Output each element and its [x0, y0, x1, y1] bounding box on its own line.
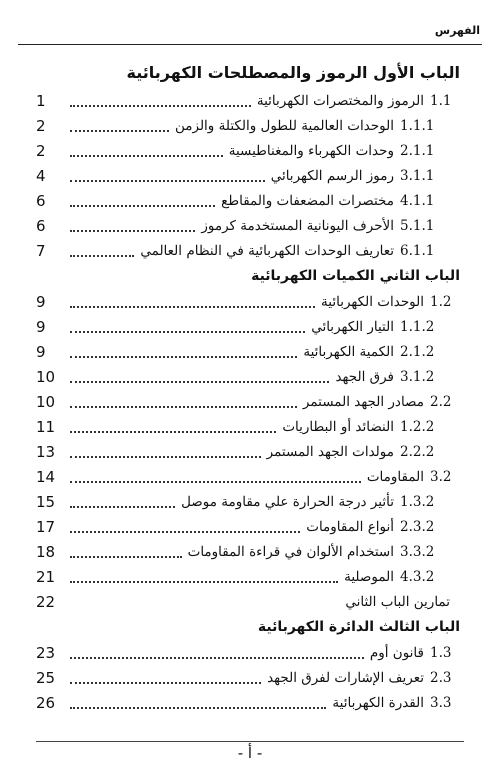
toc-entry — [36, 690, 464, 715]
dot-leader — [70, 155, 223, 157]
section-title: تعريف الإشارات لفرق الجهد — [267, 669, 424, 686]
page-reference: 6 — [36, 216, 46, 235]
section-title: الموصلية — [344, 568, 394, 585]
section-number: 3.1.2 — [400, 368, 435, 385]
dot-leader — [70, 105, 251, 107]
section-title: تأثير درجة الحرارة علي مقاومة موصل — [181, 493, 394, 510]
section-title: الوحدات العالمية للطول والكتلة والزمن — [174, 117, 394, 134]
toc-entry — [36, 88, 464, 113]
section-title: النضائد أو البطاريات — [282, 418, 394, 435]
section-number: 3.3 — [430, 694, 452, 711]
section-title: مختصرات المضعفات والمقاطع — [221, 192, 394, 209]
section-number: 4.1.1 — [400, 192, 435, 209]
page-number: - أ - — [237, 744, 263, 762]
section-number: 3.2 — [430, 468, 452, 485]
section-number: 2.1.2 — [400, 343, 435, 360]
page-reference: 2 — [36, 116, 46, 135]
page-reference: 13 — [36, 442, 56, 461]
dot-leader — [70, 331, 305, 333]
section-number: 1.2 — [430, 293, 452, 310]
dot-leader — [70, 381, 329, 383]
section-title: الأحرف اليونانية المستخدمة كرموز — [201, 217, 394, 234]
section-number: 2.2 — [430, 393, 452, 410]
page-reference: 9 — [36, 342, 46, 361]
page-reference: 9 — [36, 317, 46, 336]
toc-entry — [36, 640, 464, 665]
section-number: 2.3.2 — [400, 518, 435, 535]
section-number: 4.3.2 — [400, 568, 435, 585]
page-reference: 11 — [36, 417, 56, 436]
section-number: 2.1.1 — [400, 142, 435, 159]
dot-leader — [70, 255, 134, 257]
page-reference: 15 — [36, 492, 56, 511]
dot-leader — [70, 205, 215, 207]
dot-leader — [70, 130, 169, 132]
section-number: 2.3 — [430, 669, 452, 686]
toc-entry — [36, 113, 464, 138]
section-number: 6.1.1 — [400, 242, 435, 259]
page-reference: 2 — [36, 141, 46, 160]
section-title: وحدات الكهرباء والمغناطيسية — [228, 142, 394, 159]
dot-leader — [70, 230, 195, 232]
page-reference: 26 — [36, 693, 56, 712]
page-reference: 21 — [36, 567, 56, 586]
page-reference: 25 — [36, 668, 56, 687]
dot-leader — [70, 531, 300, 533]
page-reference: 10 — [36, 392, 56, 411]
section-number: 1.1.2 — [400, 318, 435, 335]
toc-entry — [36, 414, 464, 439]
section-number: 1.1 — [430, 92, 452, 109]
chapter-heading: الباب الثاني الكميات الكهربائية — [251, 268, 460, 284]
section-number: 2.2.2 — [400, 443, 435, 460]
footer-rule — [36, 741, 464, 742]
section-title: مصادر الجهد المستمر — [302, 393, 424, 410]
dot-leader — [70, 406, 297, 408]
toc-entry — [36, 163, 464, 188]
dot-leader — [70, 707, 326, 709]
toc-entry — [36, 589, 464, 614]
section-number: 1.2.2 — [400, 418, 435, 435]
toc-entry — [36, 339, 464, 364]
toc-entry — [36, 389, 464, 414]
section-title: تمارين الباب الثاني — [345, 593, 450, 610]
page-reference: 7 — [36, 241, 46, 260]
chapter-heading: الباب الأول الرموز والمصطلحات الكهربائية — [126, 63, 460, 82]
toc-entry — [36, 439, 464, 464]
dot-leader — [70, 556, 182, 558]
toc-entry — [36, 364, 464, 389]
section-title: الكمية الكهربائية — [303, 343, 394, 360]
section-title: الوحدات الكهربائية — [321, 293, 424, 310]
dot-leader — [70, 431, 276, 433]
page-reference: 23 — [36, 643, 56, 662]
page-reference: 17 — [36, 517, 56, 536]
header-rule — [18, 44, 482, 45]
section-title: القدرة الكهربائية — [332, 694, 424, 711]
page-reference: 6 — [36, 191, 46, 210]
section-number: 1.3 — [430, 644, 452, 661]
toc-entry — [36, 188, 464, 213]
table-of-contents — [36, 58, 464, 715]
section-number: 1.3.2 — [400, 493, 435, 510]
section-number: 3.3.2 — [400, 543, 435, 560]
toc-entry — [36, 665, 464, 690]
toc-entry — [36, 213, 464, 238]
section-title: المقاومات — [366, 468, 424, 485]
page-reference: 10 — [36, 367, 56, 386]
dot-leader — [70, 356, 297, 358]
toc-entry — [36, 138, 464, 163]
section-title: الرموز والمختصرات الكهربائية — [256, 92, 424, 109]
page-reference: 14 — [36, 467, 56, 486]
toc-entry — [36, 514, 464, 539]
toc-entry — [36, 564, 464, 589]
page-reference: 1 — [36, 91, 46, 110]
running-header: الفهرس — [434, 24, 480, 37]
toc-entry — [36, 238, 464, 263]
dot-leader — [70, 456, 261, 458]
toc-entry — [36, 489, 464, 514]
section-number: 3.1.1 — [400, 167, 435, 184]
toc-entry — [36, 464, 464, 489]
page-reference: 4 — [36, 166, 46, 185]
section-number: 1.1.1 — [400, 117, 435, 134]
section-title: قانون أوم — [369, 644, 424, 661]
dot-leader — [70, 180, 265, 182]
dot-leader — [70, 481, 361, 483]
section-title: استخدام الألوان في قراءة المقاومات — [187, 543, 394, 560]
dot-leader — [70, 506, 175, 508]
section-title: فرق الجهد — [335, 368, 394, 385]
page-reference: 9 — [36, 292, 46, 311]
section-number: 5.1.1 — [400, 217, 435, 234]
section-title: التيار الكهربائي — [311, 318, 394, 335]
dot-leader — [70, 657, 364, 659]
page-reference: 18 — [36, 542, 56, 561]
toc-entry — [36, 539, 464, 564]
section-title: مولدات الجهد المستمر — [266, 443, 394, 460]
toc-entry — [36, 289, 464, 314]
section-title: أنواع المقاومات — [306, 518, 394, 535]
dot-leader — [70, 306, 315, 308]
dot-leader — [70, 581, 338, 583]
section-title: رموز الرسم الكهربائي — [270, 167, 394, 184]
section-title: تعاريف الوحدات الكهربائية في النظام العالمي — [140, 242, 394, 259]
toc-entry — [36, 314, 464, 339]
dot-leader — [70, 682, 261, 684]
page-reference: 22 — [36, 592, 56, 611]
chapter-heading: الباب الثالث الدائرة الكهربائية — [257, 619, 460, 635]
